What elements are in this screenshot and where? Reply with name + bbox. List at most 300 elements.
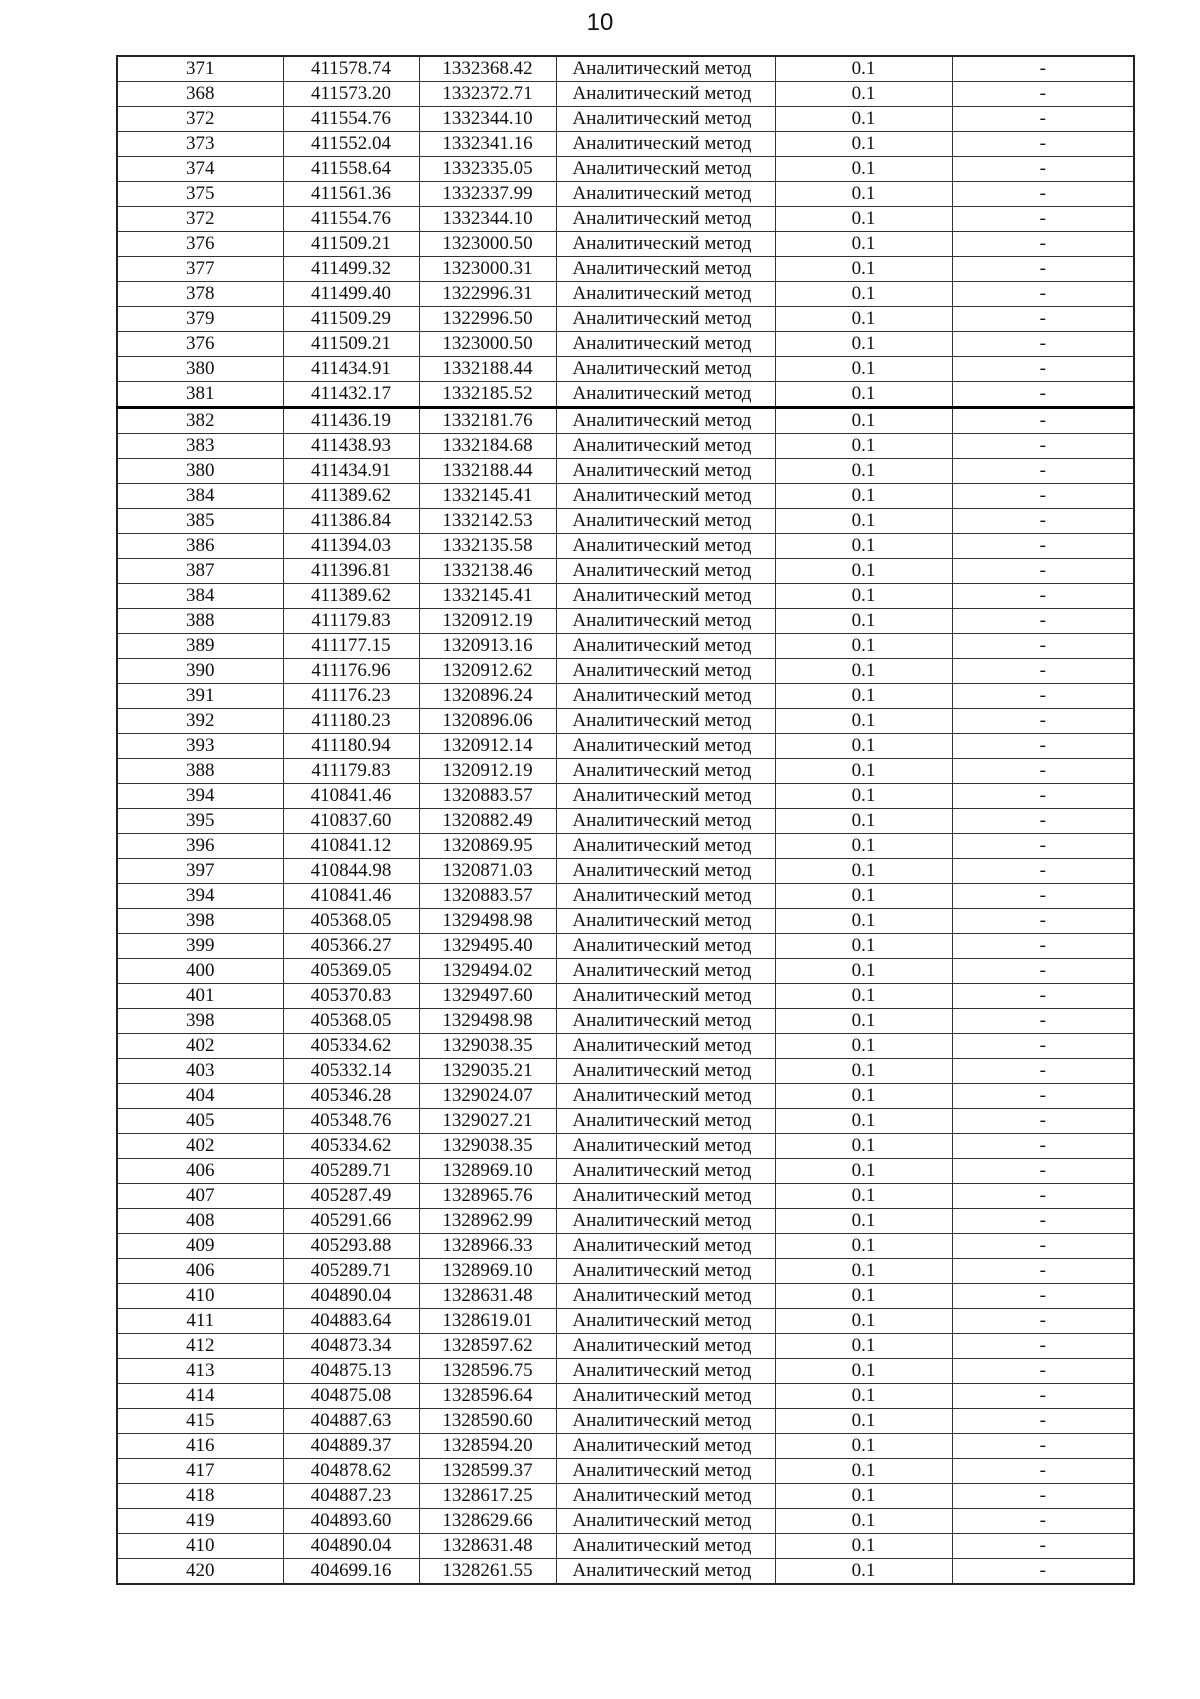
x-coordinate-cell: 404883.64 (283, 1309, 419, 1334)
accuracy-cell: 0.1 (775, 1134, 952, 1159)
table-row (117, 584, 1134, 609)
y-coordinate-cell: 1320896.06 (419, 709, 556, 734)
y-coordinate-cell: 1332138.46 (419, 559, 556, 584)
table-row (117, 382, 1134, 408)
y-coordinate-cell: 1328619.01 (419, 1309, 556, 1334)
point-number-cell: 393 (117, 734, 283, 759)
accuracy-cell: 0.1 (775, 1259, 952, 1284)
y-coordinate-cell: 1323000.31 (419, 257, 556, 282)
description-cell: - (952, 1484, 1134, 1509)
description-cell: - (952, 1409, 1134, 1434)
table-row (117, 307, 1134, 332)
point-number-cell: 416 (117, 1434, 283, 1459)
accuracy-cell: 0.1 (775, 1509, 952, 1534)
accuracy-cell: 0.1 (775, 934, 952, 959)
y-coordinate-cell: 1320882.49 (419, 809, 556, 834)
description-cell: - (952, 182, 1134, 207)
y-coordinate-cell: 1332184.68 (419, 434, 556, 459)
accuracy-cell: 0.1 (775, 1334, 952, 1359)
y-coordinate-cell: 1320871.03 (419, 859, 556, 884)
y-coordinate-cell: 1332335.05 (419, 157, 556, 182)
table-row (117, 282, 1134, 307)
table-row (117, 1259, 1134, 1284)
description-cell: - (952, 1459, 1134, 1484)
description-cell: - (952, 734, 1134, 759)
method-cell: Аналитический метод (556, 1484, 775, 1509)
table-row (117, 1059, 1134, 1084)
accuracy-cell: 0.1 (775, 1409, 952, 1434)
point-number-cell: 386 (117, 534, 283, 559)
description-cell: - (952, 684, 1134, 709)
x-coordinate-cell: 411552.04 (283, 132, 419, 157)
accuracy-cell: 0.1 (775, 157, 952, 182)
accuracy-cell: 0.1 (775, 1234, 952, 1259)
point-number-cell: 391 (117, 684, 283, 709)
table-row (117, 1109, 1134, 1134)
y-coordinate-cell: 1328965.76 (419, 1184, 556, 1209)
accuracy-cell: 0.1 (775, 107, 952, 132)
y-coordinate-cell: 1320869.95 (419, 834, 556, 859)
x-coordinate-cell: 411176.23 (283, 684, 419, 709)
method-cell: Аналитический метод (556, 107, 775, 132)
point-number-cell: 398 (117, 1009, 283, 1034)
x-coordinate-cell: 411558.64 (283, 157, 419, 182)
method-cell: Аналитический метод (556, 1109, 775, 1134)
point-number-cell: 412 (117, 1334, 283, 1359)
accuracy-cell: 0.1 (775, 1009, 952, 1034)
y-coordinate-cell: 1332368.42 (419, 56, 556, 82)
method-cell: Аналитический метод (556, 1459, 775, 1484)
table-row (117, 257, 1134, 282)
x-coordinate-cell: 411396.81 (283, 559, 419, 584)
description-cell: - (952, 1059, 1134, 1084)
y-coordinate-cell: 1332337.99 (419, 182, 556, 207)
y-coordinate-cell: 1328966.33 (419, 1234, 556, 1259)
description-cell: - (952, 884, 1134, 909)
x-coordinate-cell: 405287.49 (283, 1184, 419, 1209)
table-row (117, 1184, 1134, 1209)
table-row (117, 709, 1134, 734)
x-coordinate-cell: 410841.46 (283, 884, 419, 909)
method-cell: Аналитический метод (556, 82, 775, 107)
description-cell: - (952, 1259, 1134, 1284)
description-cell: - (952, 1534, 1134, 1559)
description-cell: - (952, 459, 1134, 484)
accuracy-cell: 0.1 (775, 534, 952, 559)
point-number-cell: 396 (117, 834, 283, 859)
description-cell: - (952, 809, 1134, 834)
y-coordinate-cell: 1328631.48 (419, 1534, 556, 1559)
table-row (117, 1559, 1134, 1585)
method-cell: Аналитический метод (556, 357, 775, 382)
method-cell: Аналитический метод (556, 434, 775, 459)
y-coordinate-cell: 1322996.50 (419, 307, 556, 332)
y-coordinate-cell: 1320912.62 (419, 659, 556, 684)
point-number-cell: 372 (117, 107, 283, 132)
x-coordinate-cell: 411432.17 (283, 382, 419, 408)
point-number-cell: 398 (117, 909, 283, 934)
y-coordinate-cell: 1328629.66 (419, 1509, 556, 1534)
method-cell: Аналитический метод (556, 257, 775, 282)
description-cell: - (952, 307, 1134, 332)
accuracy-cell: 0.1 (775, 1484, 952, 1509)
point-number-cell: 399 (117, 934, 283, 959)
accuracy-cell: 0.1 (775, 659, 952, 684)
method-cell: Аналитический метод (556, 909, 775, 934)
x-coordinate-cell: 405368.05 (283, 1009, 419, 1034)
method-cell: Аналитический метод (556, 734, 775, 759)
y-coordinate-cell: 1322996.31 (419, 282, 556, 307)
x-coordinate-cell: 411578.74 (283, 56, 419, 82)
table-row (117, 1134, 1134, 1159)
accuracy-cell: 0.1 (775, 684, 952, 709)
accuracy-cell: 0.1 (775, 257, 952, 282)
accuracy-cell: 0.1 (775, 959, 952, 984)
accuracy-cell: 0.1 (775, 1184, 952, 1209)
description-cell: - (952, 357, 1134, 382)
y-coordinate-cell: 1328594.20 (419, 1434, 556, 1459)
accuracy-cell: 0.1 (775, 1459, 952, 1484)
y-coordinate-cell: 1329498.98 (419, 909, 556, 934)
x-coordinate-cell: 411386.84 (283, 509, 419, 534)
description-cell: - (952, 157, 1134, 182)
x-coordinate-cell: 411554.76 (283, 107, 419, 132)
x-coordinate-cell: 410844.98 (283, 859, 419, 884)
y-coordinate-cell: 1320883.57 (419, 884, 556, 909)
table-row (117, 659, 1134, 684)
accuracy-cell: 0.1 (775, 1034, 952, 1059)
description-cell: - (952, 1084, 1134, 1109)
table-row (117, 859, 1134, 884)
accuracy-cell: 0.1 (775, 1359, 952, 1384)
y-coordinate-cell: 1328597.62 (419, 1334, 556, 1359)
accuracy-cell: 0.1 (775, 1159, 952, 1184)
method-cell: Аналитический метод (556, 1234, 775, 1259)
point-number-cell: 371 (117, 56, 283, 82)
table-row (117, 1034, 1134, 1059)
accuracy-cell: 0.1 (775, 784, 952, 809)
description-cell: - (952, 282, 1134, 307)
point-number-cell: 373 (117, 132, 283, 157)
table-row (117, 784, 1134, 809)
point-number-cell: 395 (117, 809, 283, 834)
table-row (117, 56, 1134, 82)
table-row (117, 759, 1134, 784)
y-coordinate-cell: 1329498.98 (419, 1009, 556, 1034)
description-cell: - (952, 1334, 1134, 1359)
table-row (117, 1534, 1134, 1559)
table-row (117, 734, 1134, 759)
method-cell: Аналитический метод (556, 1559, 775, 1585)
method-cell: Аналитический метод (556, 1534, 775, 1559)
point-number-cell: 374 (117, 157, 283, 182)
description-cell: - (952, 984, 1134, 1009)
accuracy-cell: 0.1 (775, 709, 952, 734)
method-cell: Аналитический метод (556, 659, 775, 684)
description-cell: - (952, 1284, 1134, 1309)
point-number-cell: 413 (117, 1359, 283, 1384)
accuracy-cell: 0.1 (775, 909, 952, 934)
method-cell: Аналитический метод (556, 584, 775, 609)
accuracy-cell: 0.1 (775, 834, 952, 859)
y-coordinate-cell: 1323000.50 (419, 332, 556, 357)
point-number-cell: 376 (117, 232, 283, 257)
table-row (117, 1409, 1134, 1434)
point-number-cell: 394 (117, 784, 283, 809)
point-number-cell: 410 (117, 1284, 283, 1309)
description-cell: - (952, 82, 1134, 107)
method-cell: Аналитический метод (556, 809, 775, 834)
x-coordinate-cell: 404890.04 (283, 1284, 419, 1309)
point-number-cell: 409 (117, 1234, 283, 1259)
table-row (117, 1159, 1134, 1184)
accuracy-cell: 0.1 (775, 282, 952, 307)
table-row (117, 1459, 1134, 1484)
coordinates-table-body (117, 56, 1134, 1584)
accuracy-cell: 0.1 (775, 609, 952, 634)
point-number-cell: 400 (117, 959, 283, 984)
table-row (117, 157, 1134, 182)
x-coordinate-cell: 405293.88 (283, 1234, 419, 1259)
description-cell: - (952, 634, 1134, 659)
table-row (117, 132, 1134, 157)
accuracy-cell: 0.1 (775, 809, 952, 834)
y-coordinate-cell: 1332341.16 (419, 132, 556, 157)
y-coordinate-cell: 1328261.55 (419, 1559, 556, 1585)
y-coordinate-cell: 1332188.44 (419, 357, 556, 382)
accuracy-cell: 0.1 (775, 207, 952, 232)
table-row (117, 559, 1134, 584)
accuracy-cell: 0.1 (775, 734, 952, 759)
x-coordinate-cell: 405289.71 (283, 1159, 419, 1184)
table-row (117, 1084, 1134, 1109)
method-cell: Аналитический метод (556, 1009, 775, 1034)
x-coordinate-cell: 411499.32 (283, 257, 419, 282)
point-number-cell: 406 (117, 1159, 283, 1184)
x-coordinate-cell: 404699.16 (283, 1559, 419, 1585)
method-cell: Аналитический метод (556, 1359, 775, 1384)
point-number-cell: 383 (117, 434, 283, 459)
y-coordinate-cell: 1328596.64 (419, 1384, 556, 1409)
description-cell: - (952, 232, 1134, 257)
y-coordinate-cell: 1328631.48 (419, 1284, 556, 1309)
accuracy-cell: 0.1 (775, 559, 952, 584)
accuracy-cell: 0.1 (775, 434, 952, 459)
point-number-cell: 418 (117, 1484, 283, 1509)
accuracy-cell: 0.1 (775, 484, 952, 509)
y-coordinate-cell: 1328617.25 (419, 1484, 556, 1509)
x-coordinate-cell: 411176.96 (283, 659, 419, 684)
description-cell: - (952, 484, 1134, 509)
table-row (117, 1384, 1134, 1409)
x-coordinate-cell: 411434.91 (283, 357, 419, 382)
y-coordinate-cell: 1332142.53 (419, 509, 556, 534)
description-cell: - (952, 408, 1134, 434)
description-cell: - (952, 909, 1134, 934)
y-coordinate-cell: 1332145.41 (419, 484, 556, 509)
point-number-cell: 382 (117, 408, 283, 434)
table-row (117, 434, 1134, 459)
accuracy-cell: 0.1 (775, 182, 952, 207)
x-coordinate-cell: 411389.62 (283, 584, 419, 609)
accuracy-cell: 0.1 (775, 884, 952, 909)
description-cell: - (952, 434, 1134, 459)
point-number-cell: 379 (117, 307, 283, 332)
description-cell: - (952, 509, 1134, 534)
y-coordinate-cell: 1320912.14 (419, 734, 556, 759)
method-cell: Аналитический метод (556, 1134, 775, 1159)
accuracy-cell: 0.1 (775, 509, 952, 534)
x-coordinate-cell: 410841.46 (283, 784, 419, 809)
table-row (117, 1234, 1134, 1259)
table-row (117, 1484, 1134, 1509)
y-coordinate-cell: 1332185.52 (419, 382, 556, 408)
method-cell: Аналитический метод (556, 609, 775, 634)
x-coordinate-cell: 411509.21 (283, 332, 419, 357)
table-row (117, 1509, 1134, 1534)
table-row (117, 1009, 1134, 1034)
method-cell: Аналитический метод (556, 934, 775, 959)
description-cell: - (952, 332, 1134, 357)
description-cell: - (952, 834, 1134, 859)
point-number-cell: 378 (117, 282, 283, 307)
accuracy-cell: 0.1 (775, 984, 952, 1009)
x-coordinate-cell: 404878.62 (283, 1459, 419, 1484)
method-cell: Аналитический метод (556, 634, 775, 659)
method-cell: Аналитический метод (556, 959, 775, 984)
method-cell: Аналитический метод (556, 884, 775, 909)
description-cell: - (952, 1234, 1134, 1259)
description-cell: - (952, 257, 1134, 282)
accuracy-cell: 0.1 (775, 1084, 952, 1109)
method-cell: Аналитический метод (556, 182, 775, 207)
accuracy-cell: 0.1 (775, 56, 952, 82)
table-row (117, 809, 1134, 834)
x-coordinate-cell: 411394.03 (283, 534, 419, 559)
point-number-cell: 403 (117, 1059, 283, 1084)
method-cell: Аналитический метод (556, 559, 775, 584)
description-cell: - (952, 1159, 1134, 1184)
y-coordinate-cell: 1329495.40 (419, 934, 556, 959)
point-number-cell: 402 (117, 1034, 283, 1059)
accuracy-cell: 0.1 (775, 1059, 952, 1084)
description-cell: - (952, 56, 1134, 82)
description-cell: - (952, 1309, 1134, 1334)
description-cell: - (952, 1134, 1134, 1159)
accuracy-cell: 0.1 (775, 1309, 952, 1334)
method-cell: Аналитический метод (556, 984, 775, 1009)
x-coordinate-cell: 411179.83 (283, 759, 419, 784)
description-cell: - (952, 1209, 1134, 1234)
method-cell: Аналитический метод (556, 1509, 775, 1534)
method-cell: Аналитический метод (556, 282, 775, 307)
table-row (117, 107, 1134, 132)
x-coordinate-cell: 411499.40 (283, 282, 419, 307)
y-coordinate-cell: 1332188.44 (419, 459, 556, 484)
y-coordinate-cell: 1332135.58 (419, 534, 556, 559)
method-cell: Аналитический метод (556, 1184, 775, 1209)
accuracy-cell: 0.1 (775, 1284, 952, 1309)
table-row (117, 207, 1134, 232)
y-coordinate-cell: 1328969.10 (419, 1159, 556, 1184)
point-number-cell: 404 (117, 1084, 283, 1109)
x-coordinate-cell: 404887.63 (283, 1409, 419, 1434)
table-row (117, 634, 1134, 659)
x-coordinate-cell: 411179.83 (283, 609, 419, 634)
y-coordinate-cell: 1332145.41 (419, 584, 556, 609)
method-cell: Аналитический метод (556, 1159, 775, 1184)
x-coordinate-cell: 405368.05 (283, 909, 419, 934)
y-coordinate-cell: 1328599.37 (419, 1459, 556, 1484)
description-cell: - (952, 859, 1134, 884)
x-coordinate-cell: 405370.83 (283, 984, 419, 1009)
accuracy-cell: 0.1 (775, 859, 952, 884)
method-cell: Аналитический метод (556, 1209, 775, 1234)
x-coordinate-cell: 411177.15 (283, 634, 419, 659)
point-number-cell: 388 (117, 759, 283, 784)
method-cell: Аналитический метод (556, 157, 775, 182)
x-coordinate-cell: 404875.08 (283, 1384, 419, 1409)
table-row (117, 1284, 1134, 1309)
point-number-cell: 377 (117, 257, 283, 282)
point-number-cell: 385 (117, 509, 283, 534)
method-cell: Аналитический метод (556, 1334, 775, 1359)
point-number-cell: 368 (117, 82, 283, 107)
accuracy-cell: 0.1 (775, 408, 952, 434)
description-cell: - (952, 1109, 1134, 1134)
table-row (117, 884, 1134, 909)
description-cell: - (952, 959, 1134, 984)
table-row (117, 834, 1134, 859)
method-cell: Аналитический метод (556, 1384, 775, 1409)
table-row (117, 534, 1134, 559)
point-number-cell: 384 (117, 584, 283, 609)
point-number-cell: 408 (117, 1209, 283, 1234)
description-cell: - (952, 609, 1134, 634)
accuracy-cell: 0.1 (775, 459, 952, 484)
point-number-cell: 381 (117, 382, 283, 408)
method-cell: Аналитический метод (556, 1284, 775, 1309)
method-cell: Аналитический метод (556, 207, 775, 232)
method-cell: Аналитический метод (556, 459, 775, 484)
method-cell: Аналитический метод (556, 834, 775, 859)
x-coordinate-cell: 411554.76 (283, 207, 419, 232)
x-coordinate-cell: 411573.20 (283, 82, 419, 107)
method-cell: Аналитический метод (556, 484, 775, 509)
x-coordinate-cell: 405289.71 (283, 1259, 419, 1284)
table-row (117, 1434, 1134, 1459)
x-coordinate-cell: 411509.21 (283, 232, 419, 257)
table-row (117, 609, 1134, 634)
table-row (117, 408, 1134, 434)
point-number-cell: 384 (117, 484, 283, 509)
x-coordinate-cell: 411434.91 (283, 459, 419, 484)
coordinates-table (116, 55, 1135, 1585)
description-cell: - (952, 382, 1134, 408)
y-coordinate-cell: 1328962.99 (419, 1209, 556, 1234)
point-number-cell: 406 (117, 1259, 283, 1284)
description-cell: - (952, 584, 1134, 609)
y-coordinate-cell: 1332372.71 (419, 82, 556, 107)
point-number-cell: 397 (117, 859, 283, 884)
method-cell: Аналитический метод (556, 1034, 775, 1059)
point-number-cell: 389 (117, 634, 283, 659)
accuracy-cell: 0.1 (775, 759, 952, 784)
y-coordinate-cell: 1332344.10 (419, 107, 556, 132)
method-cell: Аналитический метод (556, 1059, 775, 1084)
x-coordinate-cell: 405348.76 (283, 1109, 419, 1134)
table-row (117, 357, 1134, 382)
